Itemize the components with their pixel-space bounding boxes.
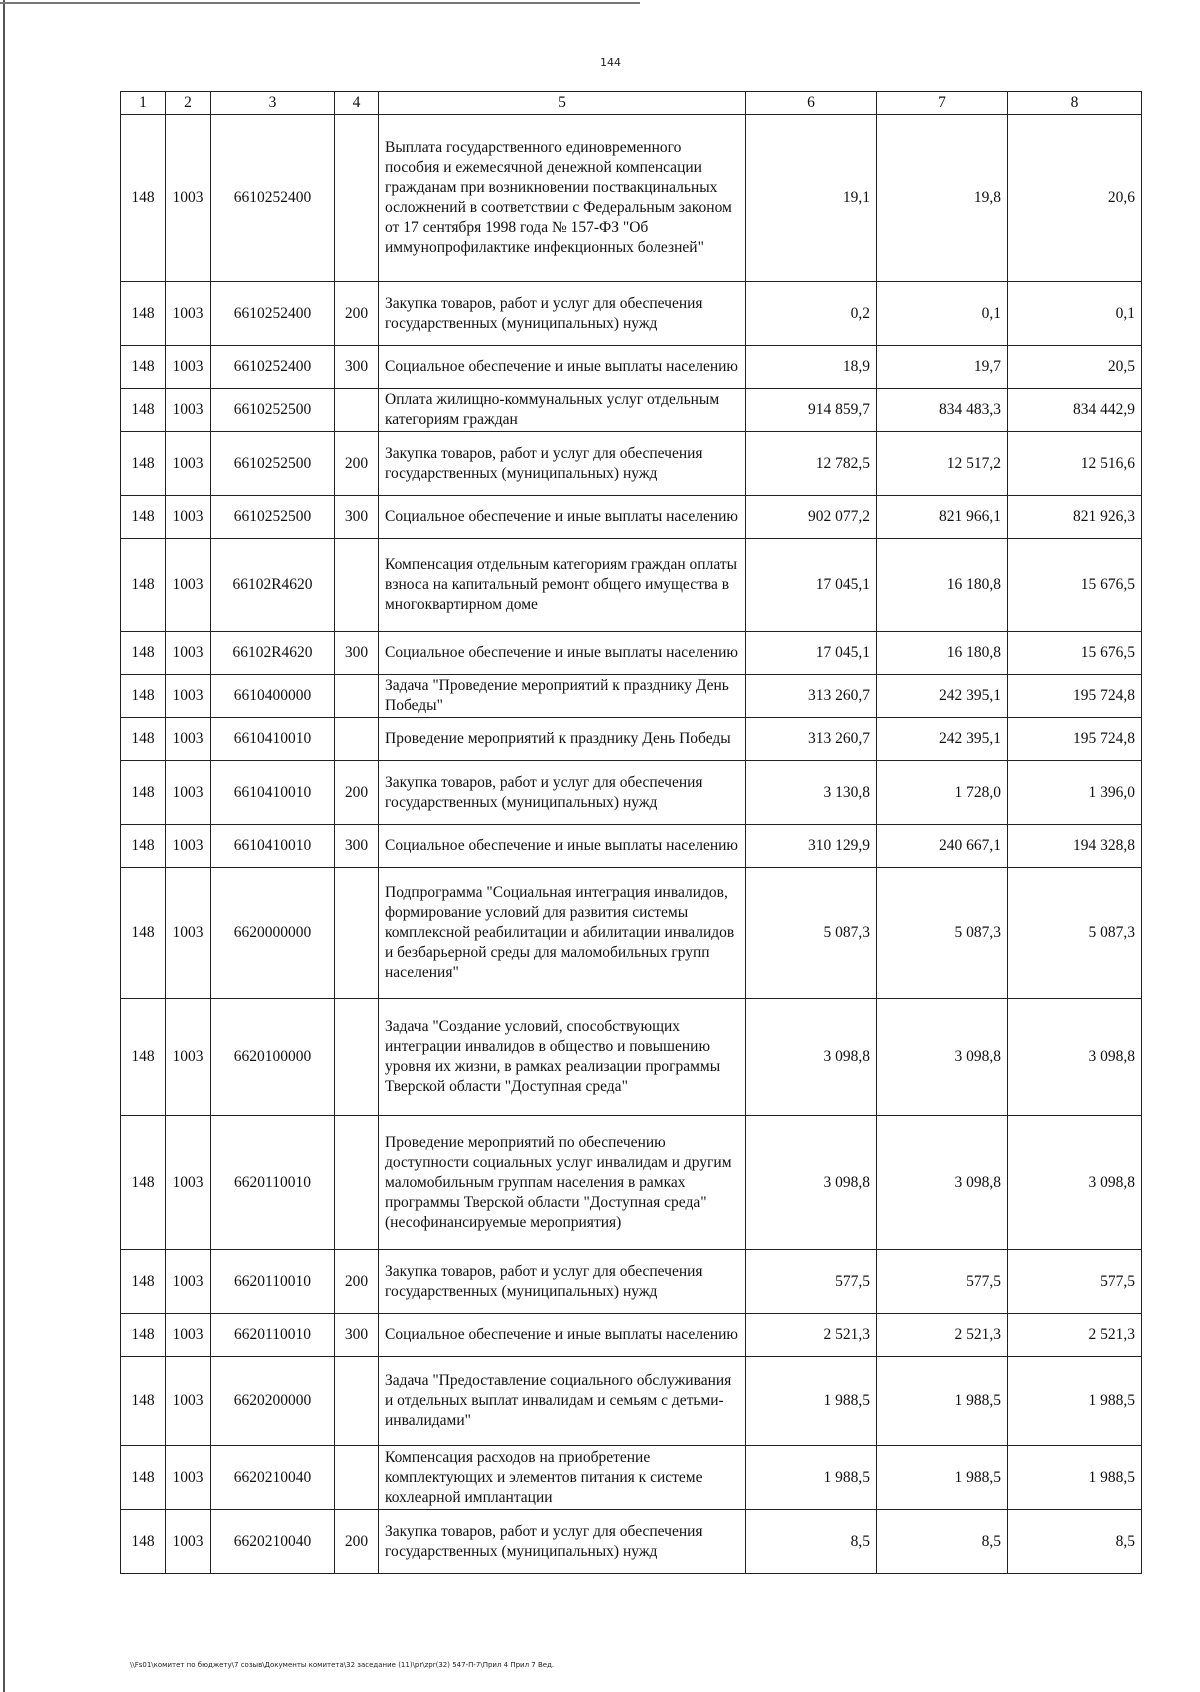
description-cell: Социальное обеспечение и иные выплаты населению — [379, 1314, 746, 1357]
amount-year2-cell: 0,1 — [877, 282, 1008, 346]
ministry-code-cell: 148 — [121, 675, 166, 718]
table-row — [121, 761, 1142, 825]
amount-year2-cell: 240 667,1 — [877, 825, 1008, 868]
section-code-cell: 1003 — [166, 496, 211, 539]
table-row — [121, 1357, 1142, 1446]
ministry-code-cell: 148 — [121, 868, 166, 999]
expense-type-cell: 300 — [335, 825, 379, 868]
target-article-cell: 6610252500 — [211, 432, 335, 496]
table-row — [121, 868, 1142, 999]
page-number: 144 — [600, 56, 621, 69]
description-cell: Закупка товаров, работ и услуг для обеспечения государственных (муниципальных) нужд — [379, 1510, 746, 1574]
amount-year3-cell: 20,5 — [1008, 346, 1142, 389]
ministry-code-cell: 148 — [121, 718, 166, 761]
target-article-cell: 6620110010 — [211, 1250, 335, 1314]
column-header: 5 — [379, 92, 746, 115]
table-body — [121, 115, 1142, 1574]
amount-year1-cell: 3 098,8 — [746, 999, 877, 1116]
amount-year3-cell: 3 098,8 — [1008, 1116, 1142, 1250]
section-code-cell: 1003 — [166, 999, 211, 1116]
amount-year3-cell: 577,5 — [1008, 1250, 1142, 1314]
amount-year3-cell: 195 724,8 — [1008, 718, 1142, 761]
amount-year1-cell: 17 045,1 — [746, 539, 877, 632]
amount-year2-cell: 1 988,5 — [877, 1357, 1008, 1446]
amount-year2-cell: 2 521,3 — [877, 1314, 1008, 1357]
description-cell: Социальное обеспечение и иные выплаты населению — [379, 825, 746, 868]
ministry-code-cell: 148 — [121, 389, 166, 432]
ministry-code-cell: 148 — [121, 115, 166, 282]
amount-year2-cell: 3 098,8 — [877, 999, 1008, 1116]
expense-type-cell: 200 — [335, 282, 379, 346]
target-article-cell: 6610252400 — [211, 282, 335, 346]
table-row — [121, 539, 1142, 632]
amount-year2-cell: 19,7 — [877, 346, 1008, 389]
table-row — [121, 675, 1142, 718]
amount-year2-cell: 1 728,0 — [877, 761, 1008, 825]
page-edge-top — [0, 2, 640, 4]
amount-year3-cell: 5 087,3 — [1008, 868, 1142, 999]
expense-type-cell: 300 — [335, 346, 379, 389]
amount-year3-cell: 1 988,5 — [1008, 1446, 1142, 1510]
table-row — [121, 1446, 1142, 1510]
target-article-cell: 6610252400 — [211, 346, 335, 389]
amount-year1-cell: 310 129,9 — [746, 825, 877, 868]
table-row — [121, 1510, 1142, 1574]
description-cell: Социальное обеспечение и иные выплаты населению — [379, 632, 746, 675]
amount-year2-cell: 821 966,1 — [877, 496, 1008, 539]
amount-year2-cell: 5 087,3 — [877, 868, 1008, 999]
ministry-code-cell: 148 — [121, 1357, 166, 1446]
description-cell: Компенсация отдельным категориям граждан оплаты взноса на капитальный ремонт общего имущества в многоквартирном доме — [379, 539, 746, 632]
table-row — [121, 346, 1142, 389]
target-article-cell: 6610410010 — [211, 825, 335, 868]
amount-year2-cell: 242 395,1 — [877, 718, 1008, 761]
target-article-cell: 66102R4620 — [211, 632, 335, 675]
ministry-code-cell: 148 — [121, 1446, 166, 1510]
section-code-cell: 1003 — [166, 389, 211, 432]
table-row — [121, 282, 1142, 346]
target-article-cell: 6610400000 — [211, 675, 335, 718]
column-header: 1 — [121, 92, 166, 115]
description-cell: Проведение мероприятий к празднику День Победы — [379, 718, 746, 761]
expense-type-cell — [335, 718, 379, 761]
section-code-cell: 1003 — [166, 1250, 211, 1314]
ministry-code-cell: 148 — [121, 825, 166, 868]
section-code-cell: 1003 — [166, 868, 211, 999]
description-cell: Подпрограмма "Социальная интеграция инвалидов, формирование условий для развития системы комплексной реабилитации и абилитации инвалидов и безбарьерной среды для маломобильных групп населения" — [379, 868, 746, 999]
amount-year3-cell: 194 328,8 — [1008, 825, 1142, 868]
description-cell: Проведение мероприятий по обеспечению доступности социальных услуг инвалидам и другим маломобильным группам населения в рамках программы Тверской области "Доступная среда" (несофинансируемые мероприятия) — [379, 1116, 746, 1250]
amount-year1-cell: 17 045,1 — [746, 632, 877, 675]
amount-year1-cell: 1 988,5 — [746, 1446, 877, 1510]
amount-year1-cell: 577,5 — [746, 1250, 877, 1314]
amount-year1-cell: 12 782,5 — [746, 432, 877, 496]
table-row — [121, 432, 1142, 496]
target-article-cell: 6610252500 — [211, 496, 335, 539]
column-header: 2 — [166, 92, 211, 115]
expense-type-cell: 200 — [335, 1510, 379, 1574]
amount-year2-cell: 16 180,8 — [877, 539, 1008, 632]
expense-type-cell — [335, 999, 379, 1116]
section-code-cell: 1003 — [166, 1116, 211, 1250]
section-code-cell: 1003 — [166, 432, 211, 496]
ministry-code-cell: 148 — [121, 999, 166, 1116]
amount-year1-cell: 313 260,7 — [746, 718, 877, 761]
header-row — [121, 92, 1142, 115]
target-article-cell: 6610252400 — [211, 115, 335, 282]
amount-year1-cell: 3 130,8 — [746, 761, 877, 825]
ministry-code-cell: 148 — [121, 761, 166, 825]
column-header: 4 — [335, 92, 379, 115]
amount-year1-cell: 914 859,7 — [746, 389, 877, 432]
section-code-cell: 1003 — [166, 1314, 211, 1357]
table-row — [121, 115, 1142, 282]
amount-year2-cell: 16 180,8 — [877, 632, 1008, 675]
table-row — [121, 999, 1142, 1116]
ministry-code-cell: 148 — [121, 539, 166, 632]
amount-year1-cell: 5 087,3 — [746, 868, 877, 999]
amount-year3-cell: 195 724,8 — [1008, 675, 1142, 718]
table-row — [121, 825, 1142, 868]
target-article-cell: 6610252500 — [211, 389, 335, 432]
expense-type-cell — [335, 1357, 379, 1446]
expense-type-cell — [335, 1116, 379, 1250]
amount-year2-cell: 242 395,1 — [877, 675, 1008, 718]
amount-year1-cell: 3 098,8 — [746, 1116, 877, 1250]
ministry-code-cell: 148 — [121, 632, 166, 675]
table-row — [121, 496, 1142, 539]
amount-year2-cell: 8,5 — [877, 1510, 1008, 1574]
amount-year1-cell: 2 521,3 — [746, 1314, 877, 1357]
target-article-cell: 6620210040 — [211, 1446, 335, 1510]
description-cell: Задача "Проведение мероприятий к празднику День Победы" — [379, 675, 746, 718]
ministry-code-cell: 148 — [121, 432, 166, 496]
table-row — [121, 632, 1142, 675]
amount-year3-cell: 12 516,6 — [1008, 432, 1142, 496]
target-article-cell: 6620110010 — [211, 1314, 335, 1357]
amount-year3-cell: 2 521,3 — [1008, 1314, 1142, 1357]
expense-type-cell: 200 — [335, 1250, 379, 1314]
amount-year3-cell: 8,5 — [1008, 1510, 1142, 1574]
amount-year1-cell: 8,5 — [746, 1510, 877, 1574]
amount-year1-cell: 313 260,7 — [746, 675, 877, 718]
section-code-cell: 1003 — [166, 346, 211, 389]
target-article-cell: 66102R4620 — [211, 539, 335, 632]
amount-year2-cell: 19,8 — [877, 115, 1008, 282]
amount-year3-cell: 834 442,9 — [1008, 389, 1142, 432]
expense-type-cell — [335, 115, 379, 282]
amount-year3-cell: 1 396,0 — [1008, 761, 1142, 825]
description-cell: Закупка товаров, работ и услуг для обеспечения государственных (муниципальных) нужд — [379, 282, 746, 346]
column-header: 3 — [211, 92, 335, 115]
amount-year3-cell: 0,1 — [1008, 282, 1142, 346]
description-cell: Социальное обеспечение и иные выплаты населению — [379, 346, 746, 389]
expense-type-cell: 300 — [335, 1314, 379, 1357]
target-article-cell: 6610410010 — [211, 718, 335, 761]
amount-year1-cell: 0,2 — [746, 282, 877, 346]
amount-year3-cell: 15 676,5 — [1008, 632, 1142, 675]
description-cell: Задача "Создание условий, способствующих интеграции инвалидов в общество и повышению уровня их жизни, в рамках реализации программы Тверской области "Доступная среда" — [379, 999, 746, 1116]
ministry-code-cell: 148 — [121, 1314, 166, 1357]
table-row — [121, 1250, 1142, 1314]
description-cell: Закупка товаров, работ и услуг для обеспечения государственных (муниципальных) нужд — [379, 761, 746, 825]
section-code-cell: 1003 — [166, 1446, 211, 1510]
target-article-cell: 6620110010 — [211, 1116, 335, 1250]
ministry-code-cell: 148 — [121, 1250, 166, 1314]
column-header: 7 — [877, 92, 1008, 115]
section-code-cell: 1003 — [166, 632, 211, 675]
expense-type-cell: 300 — [335, 496, 379, 539]
description-cell: Закупка товаров, работ и услуг для обеспечения государственных (муниципальных) нужд — [379, 1250, 746, 1314]
budget-table — [120, 91, 1142, 1574]
section-code-cell: 1003 — [166, 1510, 211, 1574]
ministry-code-cell: 148 — [121, 346, 166, 389]
section-code-cell: 1003 — [166, 825, 211, 868]
table-row — [121, 389, 1142, 432]
section-code-cell: 1003 — [166, 675, 211, 718]
amount-year3-cell: 20,6 — [1008, 115, 1142, 282]
target-article-cell: 6620210040 — [211, 1510, 335, 1574]
amount-year2-cell: 3 098,8 — [877, 1116, 1008, 1250]
description-cell: Социальное обеспечение и иные выплаты населению — [379, 496, 746, 539]
amount-year1-cell: 1 988,5 — [746, 1357, 877, 1446]
description-cell: Выплата государственного единовременного пособия и ежемесячной денежной компенсации гражданам при возникновении поствакцинальных осложнений в соответствии с Федеральным законом от 17 сентября 1998 года № 157-ФЗ "Об иммунопрофилактике инфекционных болезней" — [379, 115, 746, 282]
section-code-cell: 1003 — [166, 761, 211, 825]
expense-type-cell — [335, 675, 379, 718]
expense-type-cell — [335, 539, 379, 632]
expense-type-cell — [335, 868, 379, 999]
target-article-cell: 6620100000 — [211, 999, 335, 1116]
amount-year1-cell: 19,1 — [746, 115, 877, 282]
expense-type-cell: 200 — [335, 761, 379, 825]
amount-year2-cell: 577,5 — [877, 1250, 1008, 1314]
target-article-cell: 6620000000 — [211, 868, 335, 999]
expense-type-cell: 300 — [335, 632, 379, 675]
table-row — [121, 718, 1142, 761]
column-header: 6 — [746, 92, 877, 115]
amount-year3-cell: 15 676,5 — [1008, 539, 1142, 632]
section-code-cell: 1003 — [166, 282, 211, 346]
description-cell: Оплата жилищно-коммунальных услуг отдельным категориям граждан — [379, 389, 746, 432]
amount-year2-cell: 834 483,3 — [877, 389, 1008, 432]
section-code-cell: 1003 — [166, 718, 211, 761]
amount-year3-cell: 1 988,5 — [1008, 1357, 1142, 1446]
table-row — [121, 1116, 1142, 1250]
footer-file-path: \\Fs01\комитет по бюджету\7 созыв\Документы комитета\32 заседание (11)\pr\zpr(32) 547-П-7\Прил 4 Прил 7 Вед. — [130, 1661, 555, 1669]
amount-year1-cell: 18,9 — [746, 346, 877, 389]
ministry-code-cell: 148 — [121, 496, 166, 539]
page-edge-left — [3, 0, 5, 1692]
amount-year3-cell: 821 926,3 — [1008, 496, 1142, 539]
expense-type-cell — [335, 1446, 379, 1510]
target-article-cell: 6620200000 — [211, 1357, 335, 1446]
section-code-cell: 1003 — [166, 115, 211, 282]
section-code-cell: 1003 — [166, 539, 211, 632]
expense-type-cell: 200 — [335, 432, 379, 496]
target-article-cell: 6610410010 — [211, 761, 335, 825]
amount-year2-cell: 1 988,5 — [877, 1446, 1008, 1510]
expense-type-cell — [335, 389, 379, 432]
table-row — [121, 1314, 1142, 1357]
description-cell: Компенсация расходов на приобретение комплектующих и элементов питания к системе кохлеарной имплантации — [379, 1446, 746, 1510]
description-cell: Закупка товаров, работ и услуг для обеспечения государственных (муниципальных) нужд — [379, 432, 746, 496]
section-code-cell: 1003 — [166, 1357, 211, 1446]
ministry-code-cell: 148 — [121, 282, 166, 346]
description-cell: Задача "Предоставление социального обслуживания и отдельных выплат инвалидам и семьям с детьми-инвалидами" — [379, 1357, 746, 1446]
amount-year2-cell: 12 517,2 — [877, 432, 1008, 496]
ministry-code-cell: 148 — [121, 1116, 166, 1250]
ministry-code-cell: 148 — [121, 1510, 166, 1574]
amount-year3-cell: 3 098,8 — [1008, 999, 1142, 1116]
column-header: 8 — [1008, 92, 1142, 115]
amount-year1-cell: 902 077,2 — [746, 496, 877, 539]
